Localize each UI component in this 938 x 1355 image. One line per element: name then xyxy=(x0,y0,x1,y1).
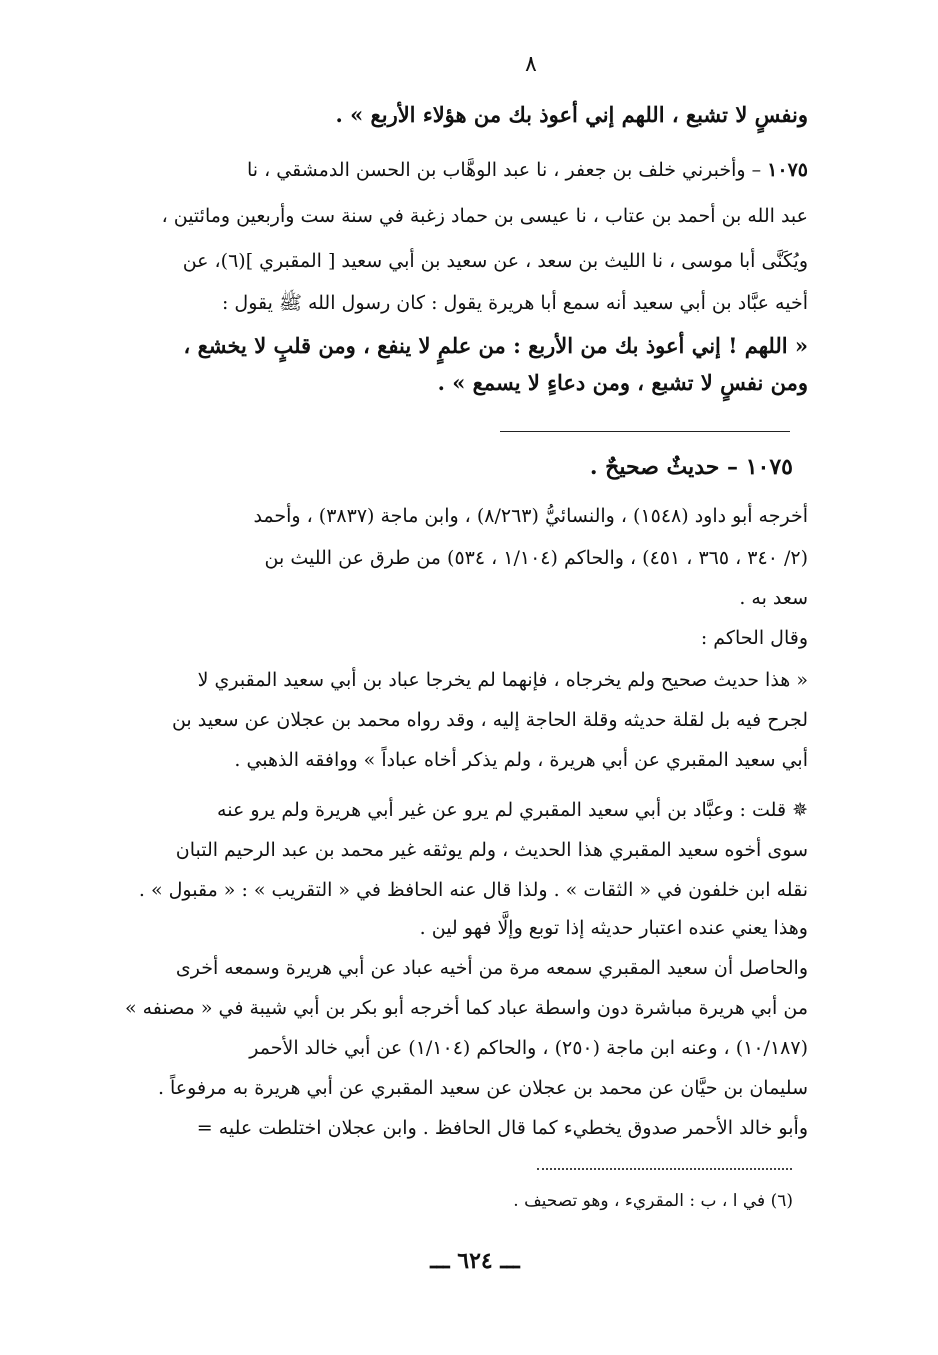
page-number: ـــ ٦٢٤ ـــ xyxy=(430,1248,520,1274)
hadith-line-3: ويُكَنَّى أبا موسى ، نا الليث بن سعد ، عن سعيد بن أبي سعيد [ المقبري ](٦)، عن xyxy=(182,250,808,272)
commentary-line: أبي سعيد المقبري عن أبي هريرة ، ولم يذكر أخاه عباداً » ووافقه الذهبي . xyxy=(234,749,808,771)
commentary-line: أخرجه أبو داود (١٥٤٨) ، والنسائيُّ (٨/٢٦٣) ، وابن ماجة (٣٨٣٧) ، وأحمد xyxy=(253,505,808,527)
commentary-line: وأبو خالد الأحمر صدوق يخطيء كما قال الحافظ . وابن عجلان اختلطت عليه = xyxy=(196,1117,808,1139)
commentary-line: لجرح فيه بل لقلة حديثه وقلة الحاجة إليه ، وقد رواه محمد بن عجلان عن سعيد بن xyxy=(171,709,808,731)
commentary-line: سليمان بن حيَّان عن محمد بن عجلان عن سعيد المقبري عن أبي هريرة به مرفوعاً . xyxy=(157,1077,808,1099)
commentary-line: « هذا حديث صحيح ولم يخرجاه ، فإنهما لم يخرجا عباد بن أبي سعيد المقبري لا xyxy=(197,669,808,691)
hadith-line-4: أخيه عبَّاد بن أبي سعيد أنه سمع أبا هريرة يقول : كان رسول الله ﷺ يقول : xyxy=(221,292,808,314)
commentary-line: نقله ابن خلفون في « الثقات » . ولذا قال عنه الحافظ في « التقريب » : « مقبول » . xyxy=(138,879,808,901)
hadith-line-5: « اللهم ! إني أعوذ بك من الأربع : من علمٍ لا ينفع ، ومن قلبٍ لا يخشع ، xyxy=(183,333,808,358)
hadith-number: ١٠٧٥ xyxy=(767,159,808,181)
commentary-heading xyxy=(590,447,793,487)
commentary-line: سعد به . xyxy=(739,587,808,609)
hadith-text: – وأخبرني خلف بن جعفر ، نا عبد الوهَّاب بن الحسن الدمشقي ، نا xyxy=(246,159,762,181)
commentary-line: سوى أخوه سعيد المقبري هذا الحديث ، ولم يوثقه غير محمد بن عبد الرحيم التبان xyxy=(175,839,808,861)
commentary-line: (٢/ ٣٤٠ ، ٣٦٥ ، ٤٥١) ، والحاكم (١/١٠٤ ، ٥٣٤) من طرق عن الليث بن xyxy=(264,547,808,569)
heading-number: ١٠٧٥ xyxy=(745,454,793,480)
commentary-line: (١٠/١٨٧) ، وعنه ابن ماجة (٢٥٠) ، والحاكم (١/١٠٤) عن أبي خالد الأحمر xyxy=(249,1037,808,1059)
commentary-line: وهذا يعني عنده اعتبار حديثه إذا توبع وإلَّا فهو لين . xyxy=(419,917,808,939)
section-divider xyxy=(500,431,790,432)
hadith-line-1 xyxy=(118,150,808,190)
commentary-line: وقال الحاكم : xyxy=(700,627,808,649)
footnote: (٦) في ا ، ب : المقريء ، وهو تصحيف . xyxy=(513,1191,793,1211)
hadith-line-2: عبد الله بن أحمد بن عتاب ، نا عيسى بن حماد زغبة في سنة ست وأربعين ومائتين ، xyxy=(161,205,808,227)
footnote-divider xyxy=(537,1168,792,1170)
commentary-line: والحاصل أن سعيد المقبري سمعه مرة من أخيه عباد عن أبي هريرة وسمعه أخرى xyxy=(175,957,808,979)
commentary-line: ✵ قلت : وعبَّاد بن أبي سعيد المقبري لم يرو عن غير أبي هريرة ولم يرو عنه xyxy=(217,799,808,821)
hadith-line-6: ومن نفسٍ لا تشبع ، ومن دعاءٍ لا يسمع » . xyxy=(437,370,808,395)
text-line: ونفسٍ لا تشبع ، اللهم إني أعوذ بك من هؤلاء الأربع » . xyxy=(335,102,808,127)
commentary-line: من أبي هريرة مباشرة دون واسطة عباد كما أخرجه أبو بكر بن أبي شيبة في « مصنفه » xyxy=(124,997,808,1019)
heading-text: – حديثٌ صحيحٌ . xyxy=(589,454,739,480)
corner-mark: ٨ xyxy=(525,52,537,77)
